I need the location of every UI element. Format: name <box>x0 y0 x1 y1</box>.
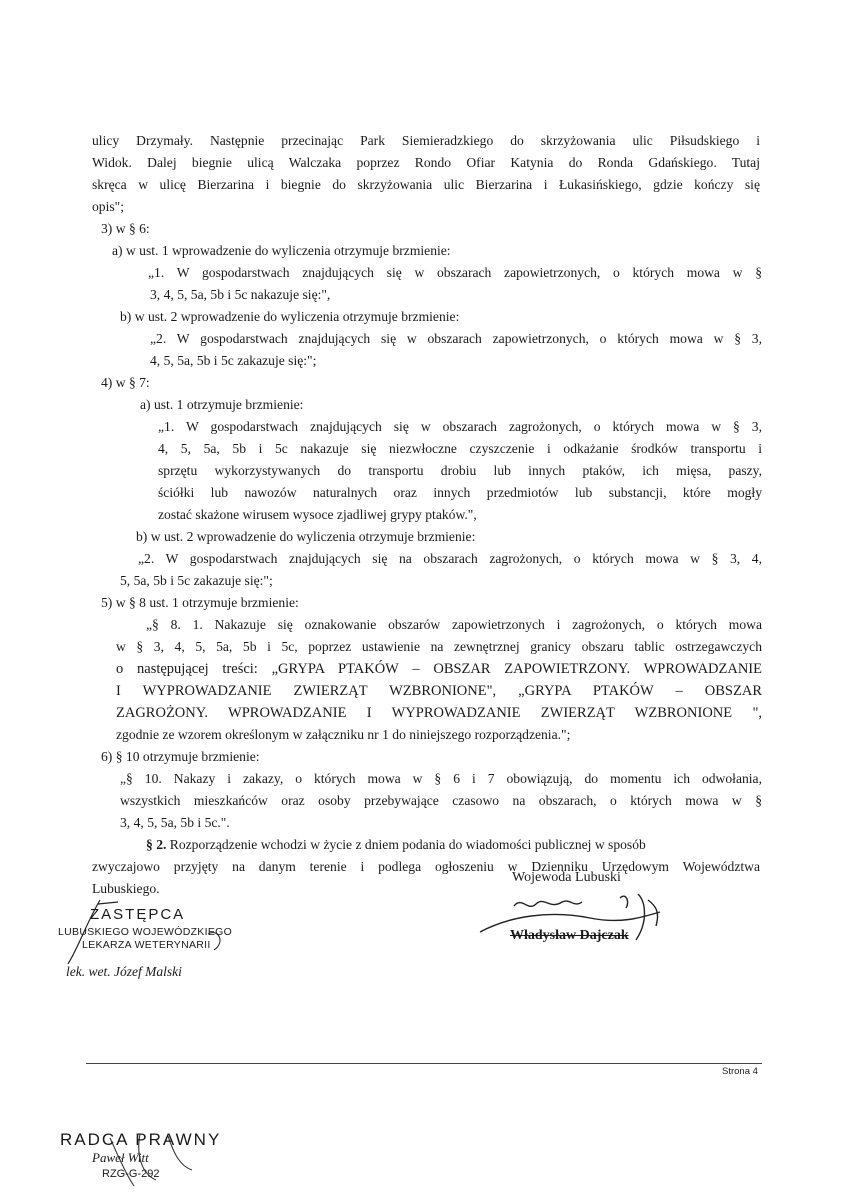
footer-divider <box>86 1063 762 1064</box>
quote-line: „1. W gospodarstwach znajdujących się w obszarach zagrożonych, o których mowa w § 3, <box>158 419 762 434</box>
paragraph-number: § 2. <box>146 837 167 852</box>
legal-counsel-stamp <box>60 1130 230 1190</box>
page-number: Strona 4 <box>722 1066 758 1077</box>
signatory-title: Wojewoda Lubuski <box>512 870 621 885</box>
deputy-stamp <box>58 906 258 979</box>
stamp-name: Paweł Witt <box>92 1150 149 1165</box>
sub-item-b: b) w ust. 2 wprowadzenie do wyliczenia otrzymuje brzmienie: <box>136 529 476 544</box>
quote-line: „§ 10. Nakazy i zakazy, o których mowa w § 6 i 7 obowiązują, do momentu ich odwołania, <box>120 771 762 786</box>
sub-item-a: a) ust. 1 otrzymuje brzmienie: <box>140 397 304 412</box>
quote-line: zgodnie ze wzorem określonym w załączniku nr 1 do niniejszego rozporządzenia."; <box>116 727 571 742</box>
quote-line: 3, 4, 5, 5a, 5b i 5c nakazuje się:", <box>150 287 331 302</box>
quote-line: o następującej treści: „GRYPA PTAKÓW – OBSZAR ZAPOWIETRZONY. WPROWADZANIE <box>116 661 762 677</box>
quote-line: wszystkich mieszkańców oraz osoby przebywające czasowo na obszarach, o których mowa w § <box>120 793 762 808</box>
quote-line: ściółki lub nawozów naturalnych oraz innych przedmiotów lub substancji, które mogły <box>158 485 762 500</box>
sub-item-b: b) w ust. 2 wprowadzenie do wyliczenia otrzymuje brzmienie: <box>120 309 460 324</box>
quote-line: sprzętu wykorzystywanych do transportu drobiu lub innych ptaków, ich mięsa, paszy, <box>158 463 762 478</box>
stamp-title: ZASTĘPCA <box>90 906 186 923</box>
quote-line: ZAGROŻONY. WPROWADZANIE I WYPROWADZANIE ZWIERZĄT WZBRONIONE ", <box>116 705 762 721</box>
paragraph-2 <box>146 835 646 855</box>
stamp-name: lek. wet. Józef Malski <box>66 964 182 979</box>
stamp-office: LEKARZA WETERYNARII <box>82 939 211 951</box>
text-line: Lubuskiego. <box>92 881 160 896</box>
paragraph-text: Rozporządzenie wchodzi w życie z dniem podania do wiadomości publicznej w sposób <box>166 837 646 852</box>
quote-line: „§ 8. 1. Nakazuje się oznakowanie obszarów zapowietrzonych i zagrożonych, o których mowa <box>146 617 762 632</box>
text-line: ulicy Drzymały. Następnie przecinając Park Siemieradzkiego do skrzyżowania ulic Piłsudskiego i <box>92 133 760 148</box>
text-line: skręca w ulicę Bierzarina i biegnie do skrzyżowania ulic Bierzarina i Łukasińskiego, gdzie kończy się <box>92 177 760 192</box>
list-item-6: 6) § 10 otrzymuje brzmienie: <box>101 749 260 764</box>
stamp-title: RADCA PRAWNY <box>60 1130 222 1149</box>
text-line: Widok. Dalej biegnie ulicą Walczaka poprzez Rondo Ofiar Katynia do Ronda Gdańskiego. Tutaj <box>92 155 760 170</box>
quote-line: 4, 5, 5a, 5b i 5c zakazuje się:"; <box>150 353 317 368</box>
quote-line: w § 3, 4, 5, 5a, 5b i 5c, poprzez ustawienie na zewnętrznej granicy obszaru tablic ostrzegawczych <box>116 639 762 654</box>
quote-line: „2. W gospodarstwach znajdujących się na obszarach zagrożonych, o których mowa w § 3, 4, <box>138 551 762 566</box>
list-item-5: 5) w § 8 ust. 1 otrzymuje brzmienie: <box>101 595 299 610</box>
stamp-registration: RZG-G-292 <box>102 1168 160 1180</box>
quote-line: „2. W gospodarstwach znajdujących się w obszarach zapowietrzonych, o których mowa w § 3, <box>150 331 762 346</box>
governor-signature-block <box>470 870 700 970</box>
stamp-office: LUBUSKIEGO WOJEWÓDZKIEGO <box>58 926 233 938</box>
list-item-3: 3) w § 6: <box>101 221 150 236</box>
quote-line: zostać skażone wirusem wysoce zjadliwej grypy ptaków.", <box>158 507 477 522</box>
sub-item-a: a) w ust. 1 wprowadzenie do wyliczenia otrzymuje brzmienie: <box>112 243 451 258</box>
list-item-4: 4) w § 7: <box>101 375 150 390</box>
quote-line: „1. W gospodarstwach znajdujących się w obszarach zapowietrzonych, o których mowa w § <box>148 265 762 280</box>
text-line: zwyczajowo przyjęty na danym terenie i podlega ogłoszeniu w Dzienniku Urzędowym Województwa <box>92 859 760 874</box>
quote-line: 3, 4, 5, 5a, 5b i 5c.". <box>120 815 230 830</box>
text-line: opis"; <box>92 199 124 214</box>
quote-line: I WYPROWADZANIE ZWIERZĄT WZBRONIONE", „GRYPA PTAKÓW – OBSZAR <box>116 683 762 699</box>
quote-line: 4, 5, 5a, 5b i 5c nakazuje się niezwłoczne czyszczenie i odkażanie środków transportu i <box>158 441 762 456</box>
signatory-name: Władysław Dajczak <box>510 928 629 943</box>
quote-line: 5, 5a, 5b i 5c zakazuje się:"; <box>120 573 273 588</box>
